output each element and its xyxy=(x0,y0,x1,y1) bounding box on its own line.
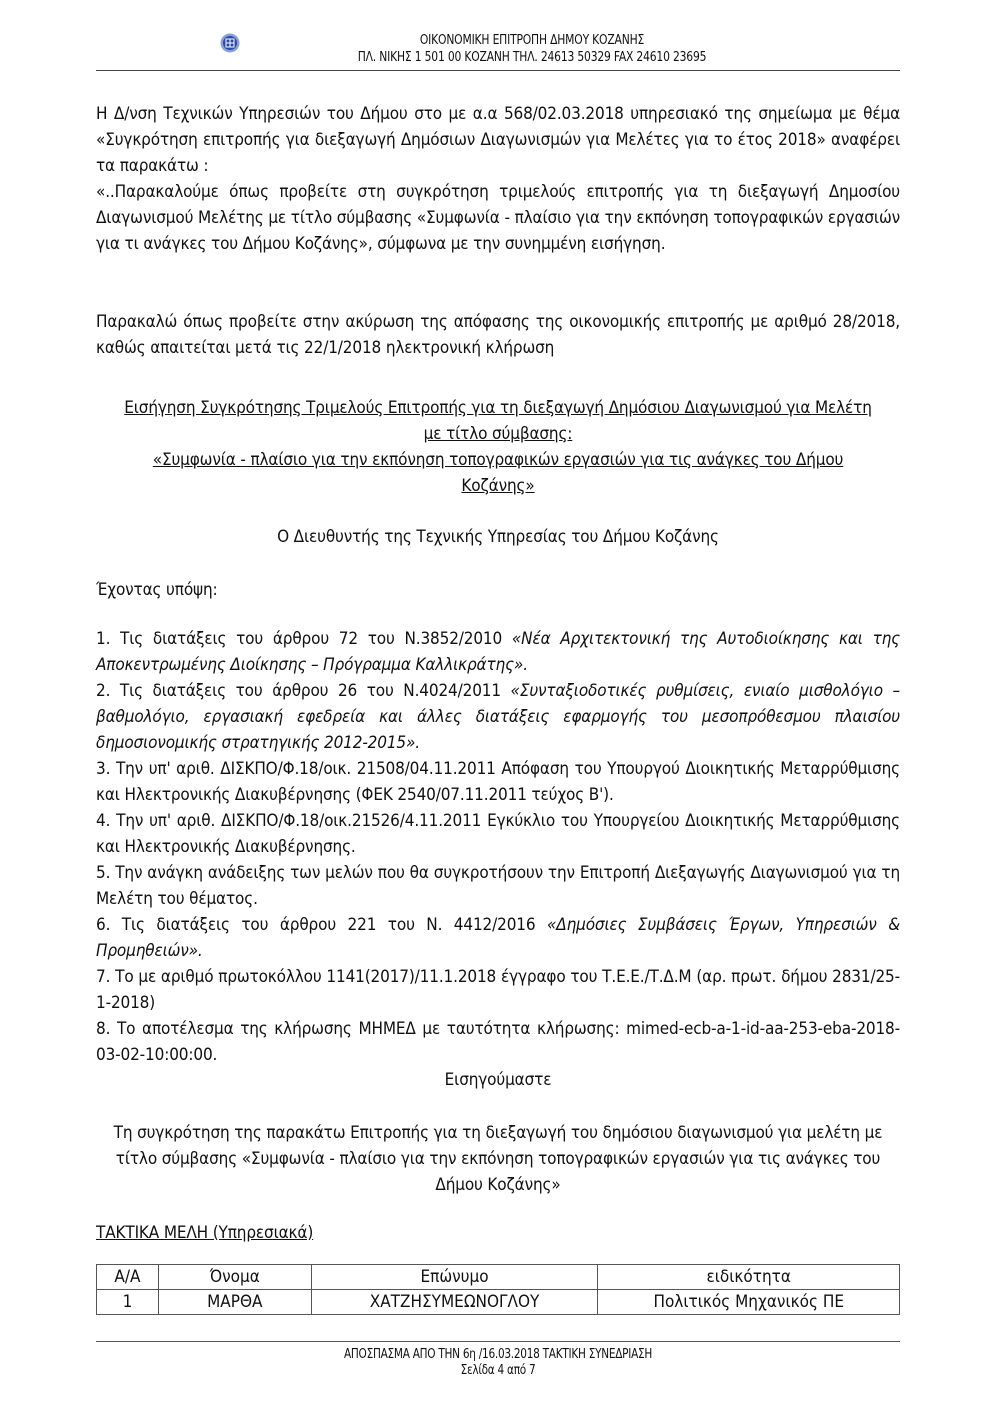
intro-paragraph: Η Δ/νση Τεχνικών Υπηρεσιών του Δήμου στο με α.α 568/02.03.2018 υπηρεσιακό της σημείωμα με θέμα «Συγκρότηση επιτροπής για διεξαγωγή Δημόσιων Διαγωνισμών για Μελέτες για το έτος 2018» αναφέρει τα παρακάτω : xyxy=(96,104,900,176)
cancellation-request xyxy=(96,309,900,361)
list-item: 5. Την ανάγκη ανάδειξης των μελών που θα συγκροτήσουν την Επιτροπή Διεξαγωγής Διαγωνισμού για τη Μελέτη του θέματος. xyxy=(96,863,900,909)
request-paragraph: Παρακαλώ όπως προβείτε στην ακύρωση της απόφασης της οικονομικής επιτροπής με αριθμό 28/2018, καθώς απαιτείται μετά τις 22/1/2018 ηλεκτρονική κλήρωση xyxy=(96,312,900,358)
intro-section xyxy=(96,101,900,257)
page-footer xyxy=(96,1341,900,1378)
list-item: 3. Την υπ' αριθ. ΔΙΣΚΠΟ/Φ.18/οικ. 21508/04.11.2011 Απόφαση του Υπουργού Διοικητικής Μεταρρύθμισης και Ηλεκτρονικής Διακυβέρνησης (ΦΕΚ 2540/07.11.2011 τεύχος Β'). xyxy=(96,759,900,805)
cell-aa: 1 xyxy=(97,1290,159,1315)
list-item: 6. Τις διατάξεις του άρθρου 221 του Ν. 4412/2016 «Δημόσιες Συμβάσεις Έργων, Υπηρεσιών & Προμηθειών». xyxy=(96,915,900,961)
list-item: 8. Το αποτέλεσμα της κλήρωσης ΜΗΜΕΔ με ταυτότητα κλήρωσης: mimed-ecb-a-1-id-aa-253-eba-2018-03-02-10:00:00. xyxy=(96,1019,900,1065)
list-item: 2. Τις διατάξεις του άρθρου 26 του Ν.4024/2011 «Συνταξιοδοτικές ρυθμίσεις, ενιαίο μισθολόγιο – βαθμολόγιο, εργασιακή εφεδρεία και άλλες διατάξεις εφαρμογής του μεσοπρόθεσμου πλαισίου δημοσιονομικής στρατηγικής 2012-2015». xyxy=(96,681,900,753)
members-table xyxy=(96,1264,900,1315)
cell-specialty: Πολιτικός Μηχανικός ΠΕ xyxy=(598,1290,900,1315)
cell-name: ΜΑΡΘΑ xyxy=(158,1290,311,1315)
proposal-title-line2: «Συμφωνία - πλαίσιο για την εκπόνηση τοπογραφικών εργασιών για τις ανάγκες του Δήμου Κοζάνης» xyxy=(152,450,844,496)
proposal-title-line1: Εισήγηση Συγκρότησης Τριμελούς Επιτροπής για τη διεξαγωγή Δημόσιου Διαγωνισμού για Μελέτη με τίτλο σύμβασης: xyxy=(124,398,872,444)
footer-excerpt: ΑΠΟΣΠΑΣΜΑ ΑΠΟ ΤΗΝ 6η /16.03.2018 ΤΑΚΤΙΚΗ ΣΥΝΕΔΡΙΑΣΗ xyxy=(343,1347,653,1362)
letterhead-address: ΠΛ. ΝΙΚΗΣ 1 501 00 ΚΟΖΑΝΗ ΤΗΛ. 24613 50329 FAX 24610 23695 xyxy=(357,50,707,65)
we-propose-heading: Εισηγούμαστε xyxy=(444,1070,552,1090)
cell-surname: ΧΑΤΖΗΣΥΜΕΩΝΟΓΛΟΥ xyxy=(311,1290,598,1315)
letterhead-title: ΟΙΚΟΝΟΜΙΚΗ ΕΠΙΤΡΟΠΗ ΔΗΜΟΥ ΚΟΖΑΝΗΣ xyxy=(419,33,645,48)
members-heading: ΤΑΚΤΙΚΑ ΜΕΛΗ (Υπηρεσιακά) xyxy=(96,1223,314,1243)
list-item: 4. Την υπ' αριθ. ΔΙΣΚΠΟ/Φ.18/οικ.21526/4.11.2011 Εγκύκλιο του Υπουργείου Διοικητικής Μεταρρύθμισης και Ηλεκτρονικής Διακυβέρνησης. xyxy=(96,811,900,857)
column-header-surname: Επώνυμο xyxy=(311,1265,598,1290)
list-item: 7. Το με αριθμό πρωτοκόλλου 1141(2017)/11.1.2018 έγγραφο του Τ.Ε.Ε./Τ.Δ.Μ (αρ. πρωτ. δήμου 2831/25-1-2018) xyxy=(96,967,900,1013)
table-row xyxy=(97,1290,900,1315)
table-header-row xyxy=(97,1265,900,1290)
considerations-list xyxy=(96,626,900,1068)
composition-paragraph: Τη συγκρότηση της παρακάτω Επιτροπής για τη διεξαγωγή του δημόσιου διαγωνισμού για μελέτη με τίτλο σύμβασης «Συμφωνία - πλαίσιο για την εκπόνηση τοπογραφικών εργασιών για τις ανάγκες του Δήμου Κοζάνης» xyxy=(113,1123,883,1195)
considering-heading: Έχοντας υπόψη: xyxy=(96,580,218,600)
column-header-name: Όνομα xyxy=(158,1265,311,1290)
list-item: 1. Τις διατάξεις του άρθρου 72 του Ν.3852/2010 «Νέα Αρχιτεκτονική της Αυτοδιοίκησης και της Αποκεντρωμένης Διοίκησης – Πρόγραμμα Καλλικράτης». xyxy=(96,629,900,675)
column-header-aa: Α/Α xyxy=(97,1265,159,1290)
letterhead xyxy=(96,0,900,71)
intro-quote: «..Παρακαλούμε όπως προβείτε στη συγκρότηση τριμελούς επιτροπής για τη διεξαγωγή Δημοσίου Διαγωνισμού Μελέτης με τίτλο σύμβασης «Συμφωνία - πλαίσιο για την εκπόνηση τοπογραφικών εργασιών για τι ανάγκες του Δήμου Κοζάνης», σύμφωνα με την συνημμένη εισήγηση. xyxy=(96,182,900,254)
proposal-title xyxy=(96,395,900,499)
column-header-specialty: ειδικότητα xyxy=(598,1265,900,1290)
director-heading: Ο Διευθυντής της Τεχνικής Υπηρεσίας του Δήμου Κοζάνης xyxy=(277,527,719,547)
page-number: Σελίδα 4 από 7 xyxy=(460,1363,536,1378)
